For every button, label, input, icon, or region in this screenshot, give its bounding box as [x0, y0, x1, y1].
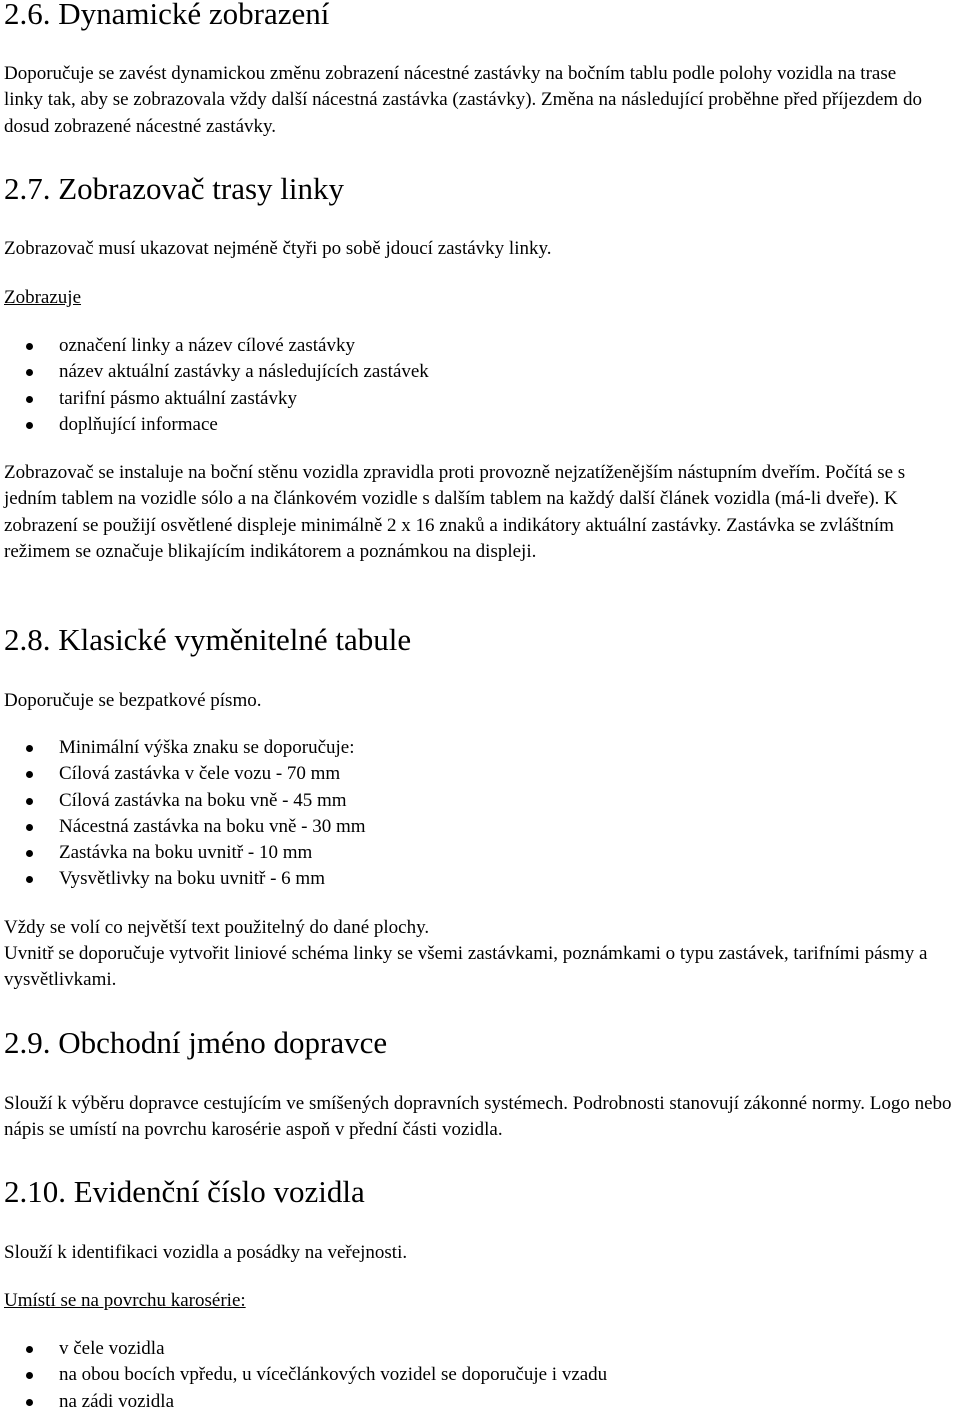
section-heading-2-10: 2.10. Evidenční číslo vozidla [4, 1174, 365, 1209]
bullet-icon [26, 798, 33, 805]
bullet-icon [26, 422, 33, 429]
section-2-7-subheading: Zobrazuje [4, 287, 82, 308]
section-heading-2-8: 2.8. Klasické vyměnitelné tabule [4, 622, 412, 657]
section-2-9-paragraph: Slouží k výběru dopravce cestujícím ve smíšených dopravních systémech. Podrobnosti stanovují zákonné normy. Logo nebo nápis se umístí na povrchu karosérie aspoň v přední části vozidla. [4, 1093, 952, 1141]
list-item: tarifní pásmo aktuální zastávky [4, 386, 904, 412]
bullet-icon [26, 343, 33, 350]
section-2-7-list [4, 333, 904, 438]
list-item: Cílová zastávka v čele vozu - 70 mm [4, 761, 904, 787]
section-2-8-paragraph-3: Uvnitř se doporučuje vytvořit liniové schéma linky se všemi zastávkami, poznámkami o typu zastávek, tarifními pásmy a vysvětlivkami. [4, 943, 928, 991]
bullet-icon [26, 1346, 33, 1353]
bullet-icon [26, 745, 33, 752]
list-item: doplňující informace [4, 412, 904, 438]
list-item: Nácestná zastávka na boku vně - 30 mm [4, 814, 904, 840]
section-2-6-paragraph: Doporučuje se zavést dynamickou změnu zobrazení nácestné zastávky na bočním tablu podle polohy vozidla na trase linky tak, aby se zobrazovala vždy další nácestná zastávka (zastávky). Změna na následující proběhne před příjezdem do dosud zobrazené nácestné zastávky. [4, 63, 922, 137]
bullet-icon [26, 771, 33, 778]
section-2-7-paragraph: Zobrazovač musí ukazovat nejméně čtyři po sobě jdoucí zastávky linky. [4, 238, 552, 259]
section-2-10-list [4, 1336, 904, 1415]
list-item: označení linky a název cílové zastávky [4, 333, 904, 359]
bullet-icon [26, 369, 33, 376]
bullet-icon [26, 396, 33, 403]
section-heading-2-6: 2.6. Dynamické zobrazení [4, 0, 330, 31]
section-2-8-paragraph: Doporučuje se bezpatkové písmo. [4, 690, 262, 711]
bullet-icon [26, 850, 33, 857]
section-heading-2-7: 2.7. Zobrazovač trasy linky [4, 171, 345, 206]
section-2-8-list [4, 735, 904, 893]
bullet-icon [26, 876, 33, 883]
section-2-7-paragraph-2: Zobrazovač se instaluje na boční stěnu vozidla zpravidla proti provozně nejzatíženějším nástupním dveřím. Počítá se s jedním tablem na vozidle sólo a na článkovém vozidle s dalším tablem na každý další článek vozidla (má-li dveře). K zobrazení se použijí osvětlené displeje minimálně 2 x 16 znaků a indikátory aktuální zastávky. Zastávka se zvláštním režimem se označuje blikajícím indikátorem a poznámkou na displeji. [4, 462, 906, 562]
section-2-8-paragraph-2: Vždy se volí co největší text použitelný do dané plochy. [4, 917, 430, 938]
list-item: na zádi vozidla [4, 1389, 904, 1415]
list-item: Minimální výška znaku se doporučuje: [4, 735, 904, 761]
section-2-10-subheading: Umístí se na povrchu karosérie: [4, 1290, 246, 1311]
list-item: Cílová zastávka na boku vně - 45 mm [4, 788, 904, 814]
section-heading-2-9: 2.9. Obchodní jméno dopravce [4, 1025, 388, 1060]
list-item: Zastávka na boku uvnitř - 10 mm [4, 840, 904, 866]
bullet-icon [26, 1372, 33, 1379]
bullet-icon [26, 1399, 33, 1406]
bullet-icon [26, 824, 33, 831]
list-item: název aktuální zastávky a následujících zastávek [4, 359, 904, 385]
list-item: na obou bocích vpředu, u vícečlánkových vozidel se doporučuje i vzadu [4, 1362, 904, 1388]
section-2-10-paragraph: Slouží k identifikaci vozidla a posádky na veřejnosti. [4, 1242, 408, 1263]
list-item: Vysvětlivky na boku uvnitř - 6 mm [4, 866, 904, 892]
list-item: v čele vozidla [4, 1336, 904, 1362]
